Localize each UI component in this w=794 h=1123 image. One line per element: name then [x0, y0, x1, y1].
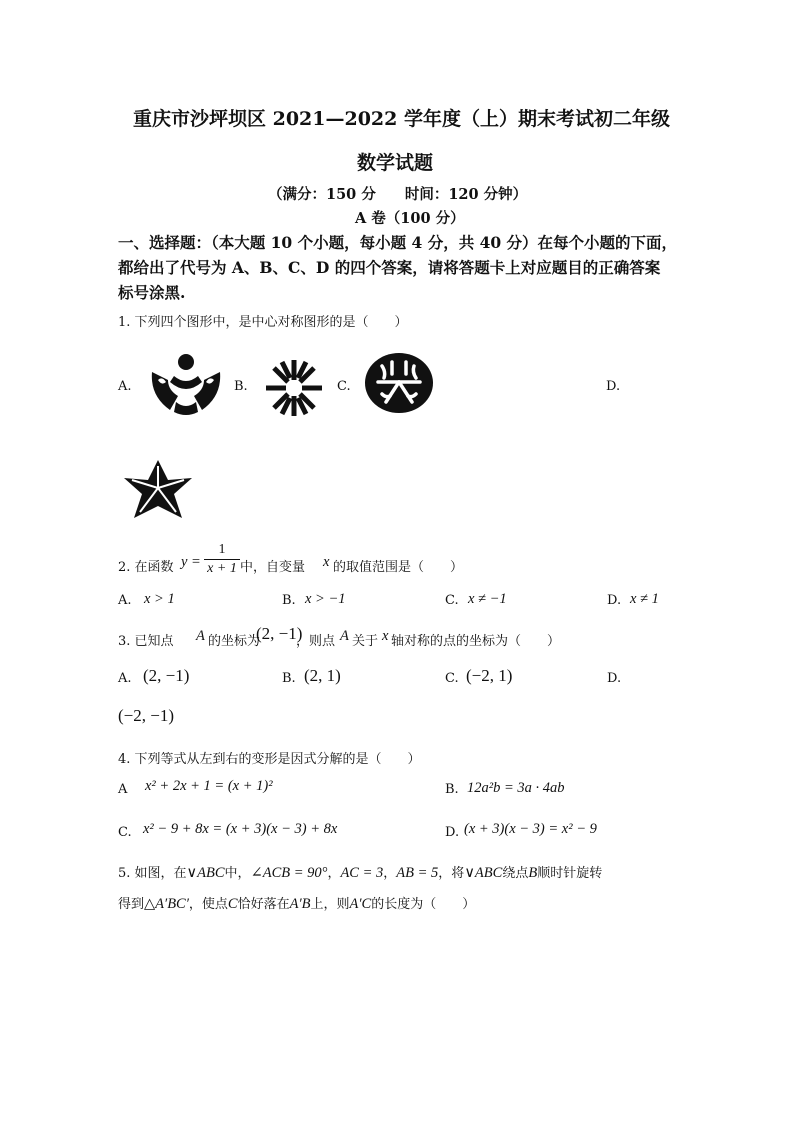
q3-label-c: C. — [445, 671, 459, 686]
q5-angle: ∠ACB = 90° — [250, 865, 328, 881]
q2-stem-end: 的取值范围是（ ） — [333, 560, 464, 575]
q5-text: ，将 — [438, 866, 465, 881]
q1-label-d: D. — [606, 379, 621, 394]
section-instruction-line1: 一、选择题：（本大题 10 个小题，每小题 4 分，共 40 分）在每个小题的下面， — [118, 233, 678, 252]
q2-var: x — [323, 554, 330, 570]
q3-axis: x — [382, 628, 389, 644]
q5-point-b: B — [528, 865, 538, 881]
q5-line2 — [118, 893, 475, 913]
q5-text: ，使点 — [188, 897, 228, 912]
q4-label-d: D. — [445, 825, 460, 840]
q5-text: 顺时针旋转 — [537, 866, 603, 881]
q2-option-a: x > 1 — [144, 591, 175, 607]
q5-text: 恰好落在 — [237, 897, 290, 912]
q5-segment: A′C — [349, 896, 372, 912]
q5-text: 中， — [224, 866, 251, 881]
q3-option-c: (−2, 1) — [466, 666, 513, 685]
figure-b-starburst-icon — [262, 356, 326, 420]
q1-stem: 1. 下列四个图形中，是中心对称图形的是（ ） — [118, 315, 408, 330]
q4-option-d: (x + 3)(x − 3) = x² − 9 — [464, 821, 597, 837]
q4-option-c: x² − 9 + 8x = (x + 3)(x − 3) + 8x — [143, 821, 338, 837]
q4-option-b: 12a²b = 3a · 4ab — [467, 780, 565, 796]
q5-text: 的长度为（ ） — [371, 897, 476, 912]
q2-option-c: x ≠ −1 — [468, 591, 507, 607]
q5-text: ， — [327, 866, 341, 881]
q2-option-d: x ≠ 1 — [630, 591, 659, 607]
q5-text: 5. 如图，在 — [118, 866, 187, 881]
q4-option-a: x² + 2x + 1 = (x + 1)² — [145, 778, 273, 794]
q3-stem-end: 轴对称的点的坐标为（ ） — [391, 634, 561, 649]
q2-label-c: C. — [445, 593, 459, 608]
exam-info: （满分：150 分 时间：120 分钟） — [268, 186, 528, 203]
q2-label-a: A. — [118, 593, 132, 608]
q3-stem-pre: 3. 已知点 — [118, 634, 174, 649]
q5-text: 绕点 — [502, 866, 529, 881]
q3-stem-mid: 的坐标为 — [208, 634, 261, 649]
q2-stem-pre: 2. 在函数 — [118, 560, 174, 575]
figure-c-seal-icon — [364, 352, 434, 414]
q2-fraction-denominator: x + 1 — [207, 561, 237, 576]
q4-label-b: B. — [445, 782, 459, 797]
q2-stem-post: 中，自变量 — [240, 560, 306, 575]
page-title: 重庆市沙坪坝区 2021—2022 学年度（上）期末考试初二年级 — [133, 108, 670, 130]
q2-func-lhs: y = — [181, 554, 201, 570]
q5-triangle: ∨ABC — [464, 865, 503, 881]
q5-text: 上，则 — [310, 897, 350, 912]
q2-option-b: x > −1 — [305, 591, 346, 607]
q5-ab: AB = 5 — [396, 865, 439, 881]
q3-coord: (2, −1) — [256, 624, 303, 643]
figure-a-emblem-icon — [148, 352, 224, 416]
q5-triangle: △A′BC′ — [144, 896, 189, 912]
q5-ac: AC = 3 — [340, 865, 384, 881]
q5-point-c: C — [227, 896, 238, 912]
section-instruction-line2: 都给出了代号为 A、B、C、D 的四个答案，请将答题卡上对应题目的正确答案 — [118, 258, 661, 277]
q4-stem: 4. 下列等式从左到右的变形是因式分解的是（ ） — [118, 752, 421, 767]
q1-label-c: C. — [337, 379, 351, 394]
q2-fraction — [204, 542, 240, 577]
q2-fraction-numerator: 1 — [218, 542, 226, 557]
q3-label-d: D. — [607, 671, 622, 686]
q5-line1 — [118, 862, 602, 882]
q5-text: 得到 — [118, 897, 145, 912]
q3-option-a: (2, −1) — [143, 666, 190, 685]
q5-text: ， — [383, 866, 397, 881]
q3-option-d: (−2, −1) — [118, 706, 174, 725]
part-heading: A 卷（100 分） — [355, 210, 465, 227]
figure-d-star-icon — [122, 458, 194, 520]
q1-label-b: B. — [234, 379, 248, 394]
section-instruction-line3: 标号涂黑. — [118, 283, 186, 302]
q4-label-c: C. — [118, 825, 132, 840]
q4-label-a: A — [118, 782, 128, 797]
q3-stem-mid3: 关于 — [352, 634, 379, 649]
q5-segment: A′B — [289, 896, 311, 912]
q1-label-a: A. — [118, 379, 132, 394]
q3-label-a: A. — [118, 671, 132, 686]
q5-triangle: ∨ABC — [186, 865, 225, 881]
q3-option-b: (2, 1) — [304, 666, 341, 685]
page-subtitle: 数学试题 — [357, 152, 434, 174]
q3-point: A — [196, 628, 205, 644]
q3-point2: A — [340, 628, 349, 644]
q3-label-b: B. — [282, 671, 296, 686]
q2-label-d: D. — [607, 593, 622, 608]
q3-stem-mid2: ，则点 — [296, 634, 336, 649]
q2-label-b: B. — [282, 593, 296, 608]
